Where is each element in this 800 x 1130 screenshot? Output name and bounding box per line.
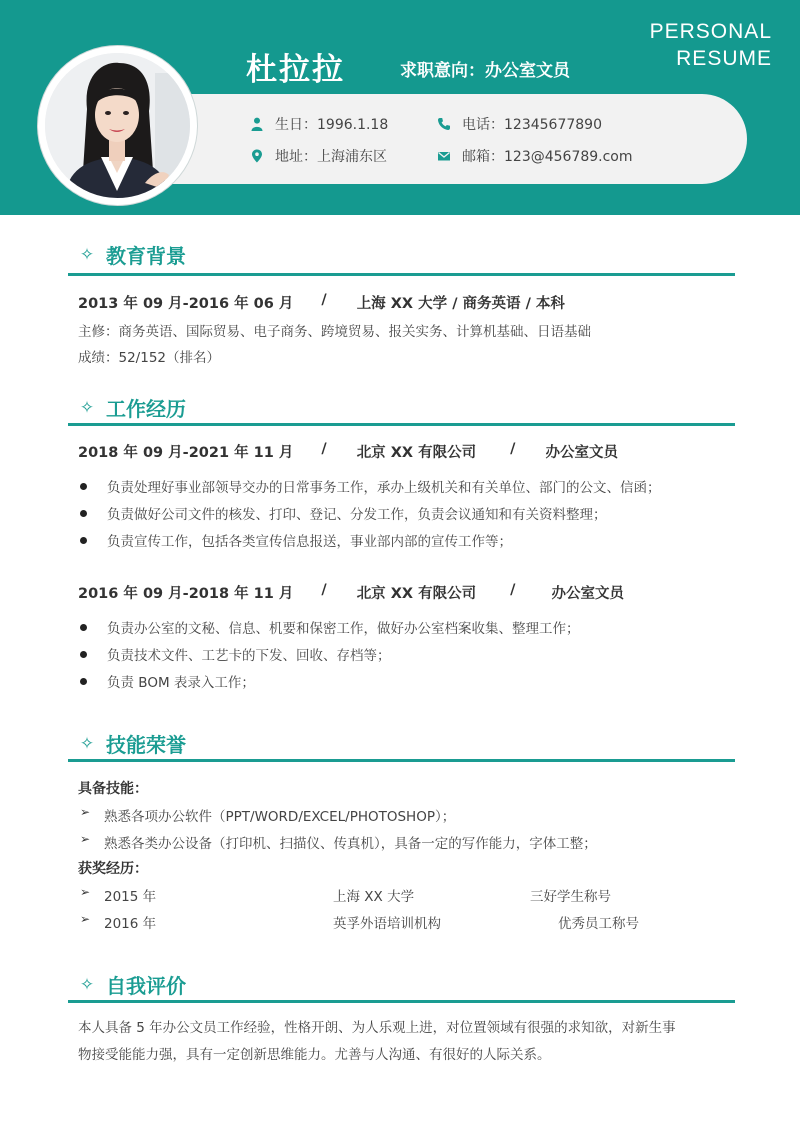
bullet-dot <box>80 624 87 631</box>
job-duty-item <box>80 617 580 637</box>
job-company: 北京 XX 有限公司 <box>356 586 477 602</box>
job-duty-text: 负责 BOM 表录入工作； <box>107 675 255 691</box>
skills-divider <box>68 759 735 762</box>
email-info <box>437 146 633 166</box>
location-pin-icon <box>250 149 264 163</box>
address-info <box>250 146 387 166</box>
job-duty-text: 负责技术文件、工艺卡的下发、回收、存档等； <box>107 648 391 664</box>
self-title-text: 自我评价 <box>106 974 186 998</box>
education-period: 2013 年 09 月-2016 年 06 月 <box>78 296 294 312</box>
candidate-name: 杜拉拉 <box>246 52 345 88</box>
sparkle-star-icon: ✧ <box>79 733 95 754</box>
award-year-text: 2015 年 <box>104 889 157 905</box>
work-divider <box>68 423 735 426</box>
award-year-text: 2016 年 <box>104 916 157 932</box>
job-duty-text: 负责宣传工作，包括各类宣传信息报送，事业部内部的宣传工作等； <box>107 534 512 550</box>
self-divider <box>68 1000 735 1003</box>
bullet-dot <box>80 510 87 517</box>
self-evaluation-line: 物接受能能力强，具有一定创新思维能力。尤善与人沟通、有很好的人际关系。 <box>78 1047 551 1063</box>
job-company: 北京 XX 有限公司 <box>356 445 477 461</box>
job-period: 2018 年 09 月-2021 年 11 月 <box>78 445 294 461</box>
job-duty-item <box>80 530 512 550</box>
person-icon <box>250 117 264 131</box>
job-header-row <box>78 582 624 603</box>
bullet-dot <box>80 483 87 490</box>
job-role: 办公室文员 <box>545 445 618 461</box>
envelope-icon <box>437 149 451 163</box>
arrow-bullet-icon: ➢ <box>80 832 91 846</box>
skill-item <box>80 832 597 852</box>
job-duty-item <box>80 644 391 664</box>
sparkle-star-icon: ✧ <box>79 244 95 265</box>
skill-item <box>80 805 455 825</box>
self-evaluation-text <box>78 1015 728 1069</box>
work-section-title <box>78 393 186 422</box>
skills-title-text: 技能荣誉 <box>106 733 186 757</box>
avatar <box>38 46 197 205</box>
job-period: 2016 年 09 月-2018 年 11 月 <box>78 586 294 602</box>
education-courses: 主修：商务英语、国际贸易、电子商务、跨境贸易、报关实务、计算机基础、日语基础 <box>78 324 591 340</box>
job-duty-item <box>80 476 661 496</box>
bullet-dot <box>80 651 87 658</box>
address-text: 地址：上海浦东区 <box>275 149 387 165</box>
profile-photo <box>45 53 190 198</box>
sparkle-star-icon: ✧ <box>79 974 95 995</box>
skill-text: 熟悉各类办公设备（打印机、扫描仪、传真机），具备一定的写作能力，字体工整； <box>104 836 597 852</box>
job-separator: / <box>510 441 516 457</box>
bullet-dot <box>80 537 87 544</box>
awards-label: 获奖经历： <box>78 861 148 877</box>
arrow-bullet-icon: ➢ <box>80 885 91 899</box>
skills-section-title <box>78 729 186 758</box>
phone-icon <box>437 117 451 131</box>
birth-text: 生日：1996.1.18 <box>275 117 389 133</box>
resume-label-line2: RESUME <box>676 47 772 70</box>
self-evaluation-line: 本人具备 5 年办公文员工作经验，性格开朗、为人乐观上进，对位置领域有很强的求知欲，对新生事 <box>78 1020 676 1036</box>
skill-text: 熟悉各项办公软件（PPT/WORD/EXCEL/PHOTOSHOP）； <box>104 809 456 825</box>
award-honor: 优秀员工称号 <box>558 916 639 932</box>
job-duty-item <box>80 503 607 523</box>
education-separator: / <box>321 292 327 308</box>
bullet-dot <box>80 678 87 685</box>
arrow-bullet-icon: ➢ <box>80 912 91 926</box>
education-title-text: 教育背景 <box>106 244 186 268</box>
job-separator: / <box>321 582 327 598</box>
education-header-row <box>78 292 565 313</box>
email-text: 邮箱：123@456789.com <box>462 149 633 165</box>
education-score: 成绩：52/152（排名） <box>78 350 220 366</box>
work-title-text: 工作经历 <box>106 397 186 421</box>
job-separator: / <box>510 582 516 598</box>
job-duty-text: 负责处理好事业部领导交办的日常事务工作，承办上级机关和有关单位、部门的公文、信函； <box>107 480 661 496</box>
education-section-title <box>78 240 186 269</box>
award-org: 上海 XX 大学 <box>333 889 415 905</box>
award-honor: 三好学生称号 <box>530 889 611 905</box>
job-duty-item <box>80 671 255 691</box>
job-intent: 求职意向：办公室文员 <box>400 61 570 81</box>
sparkle-star-icon: ✧ <box>79 397 95 418</box>
profile-portrait-illustration <box>45 53 190 198</box>
phone-text: 电话：12345677890 <box>462 117 602 133</box>
skills-label: 具备技能： <box>78 781 148 797</box>
job-duty-text: 负责做好公司文件的核发、打印、登记、分发工作，负责会议通知和有关资料整理； <box>107 507 607 523</box>
job-separator: / <box>321 441 327 457</box>
resume-label-line1: PERSONAL <box>649 20 772 43</box>
contact-info-panel <box>150 94 747 184</box>
education-divider <box>68 273 735 276</box>
self-section-title <box>78 970 186 999</box>
award-year <box>80 885 156 905</box>
job-role: 办公室文员 <box>551 586 624 602</box>
birth-info <box>250 114 388 134</box>
award-org: 英孚外语培训机构 <box>333 916 441 932</box>
phone-info <box>437 114 602 134</box>
arrow-bullet-icon: ➢ <box>80 805 91 819</box>
job-duty-text: 负责办公室的文秘、信息、机要和保密工作，做好办公室档案收集、整理工作； <box>107 621 580 637</box>
award-year <box>80 912 156 932</box>
education-school-line: 上海 XX 大学 / 商务英语 / 本科 <box>356 296 565 312</box>
job-header-row <box>78 441 618 462</box>
resume-label <box>650 18 772 72</box>
